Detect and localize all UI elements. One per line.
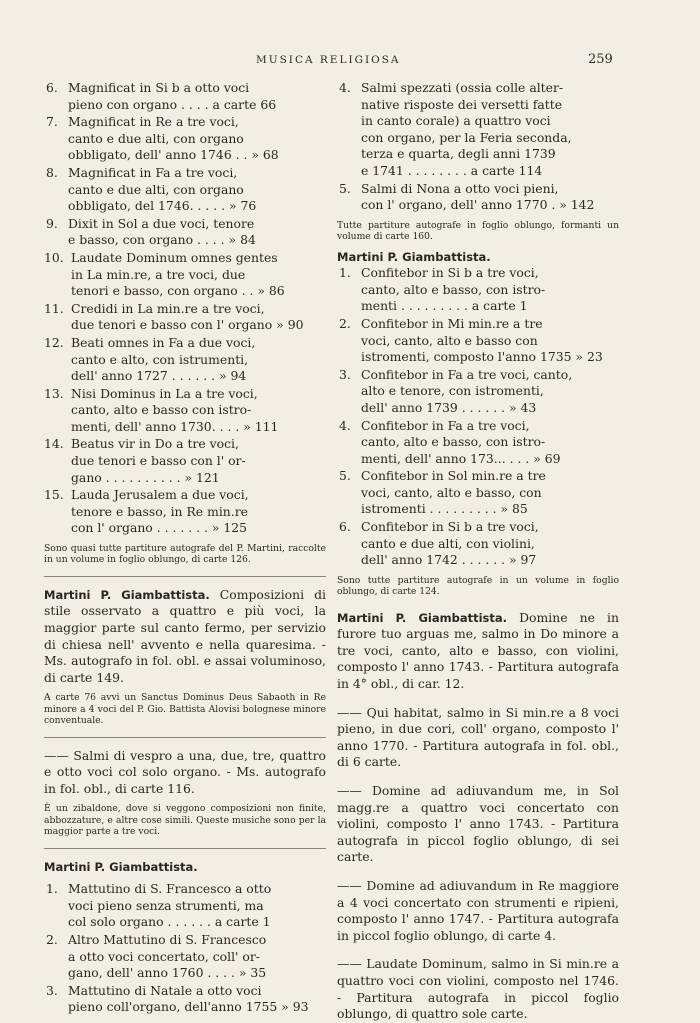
entry-line: pieno con organo . . . . a carte 66 — [68, 96, 277, 112]
entry-line: menti . . . . . . . . . a carte 1 — [361, 298, 528, 314]
entry-line: con organo, per la Feria seconda, — [361, 129, 572, 145]
catalog-entry — [44, 487, 326, 537]
author-heading: Martini P. Giambattista. — [337, 249, 491, 264]
entry-line: dell' anno 1727 . . . . . . » 94 — [71, 368, 247, 384]
entry-number: 1. — [46, 881, 58, 897]
entry-number: 8. — [46, 164, 58, 180]
entry-line: Nisi Dominus in La a tre voci, — [71, 385, 258, 401]
divider — [44, 576, 326, 577]
entry-line: Dixit in Sol a due voci, tenore — [68, 215, 255, 231]
entry-line: due tenori e basso con l' organo » 90 — [71, 317, 304, 333]
catalog-entry — [337, 265, 619, 315]
entry-line: Confitebor in Si b a tre voci, — [361, 519, 539, 535]
entry-line: alto e tenore, con istromenti, — [361, 383, 544, 399]
right-note-1: Tutte partiture autografe in foglio oblungo, formanti un volume di carte 160. — [337, 219, 619, 243]
entry-line: voci, canto, alto e basso con — [361, 332, 538, 348]
entry-number: 3. — [339, 366, 351, 382]
catalog-entry — [337, 316, 619, 366]
entry-line: Beati omnes in Fa a due voci, — [71, 334, 256, 350]
entry-line: native risposte dei versetti fatte — [361, 96, 563, 112]
entry-number: 13. — [44, 385, 64, 401]
entry-number: 1. — [339, 265, 351, 281]
catalog-entry — [44, 932, 326, 982]
catalog-entry — [44, 216, 326, 249]
entry-line: gano . . . . . . . . . . » 121 — [71, 469, 220, 485]
entry-line: Confitebor in Sol min.re a tre — [361, 468, 546, 484]
entry-line: dell' anno 1739 . . . . . . » 43 — [361, 399, 537, 415]
entry-line: Credidi in La min.re a tre voci, — [71, 300, 265, 316]
entry-number: 10. — [44, 249, 64, 265]
entry-line: Altro Mattutino di S. Francesco — [68, 932, 267, 947]
left-note-2: A carte 76 avvi un Sanctus Dominus Deus Sabaoth in Re minore a 4 voci del P. Gio. Battista Alovisi bolognese minore conventuale. — [44, 692, 326, 727]
entry-number: 5. — [339, 468, 351, 484]
page-header — [0, 52, 700, 72]
entry-number: 2. — [339, 315, 351, 331]
left-entry-list — [44, 80, 326, 537]
entry-line: in canto corale) a quattro voci — [361, 113, 551, 129]
entry-line: e basso, con organo . . . . » 84 — [68, 232, 256, 248]
entry-line: dell' anno 1742 . . . . . . » 97 — [361, 552, 537, 568]
entry-number: 3. — [46, 982, 58, 998]
entry-line: con l' organo . . . . . . . » 125 — [71, 520, 248, 536]
catalog-entry — [44, 114, 326, 164]
catalog-entry — [44, 301, 326, 334]
entry-line: menti, dell' anno 173... . . . » 69 — [361, 450, 561, 466]
catalog-entry — [44, 250, 326, 300]
entry-line: Magnificat in Re a tre voci, — [68, 114, 239, 130]
entry-line: canto, alto e basso, con istro- — [361, 281, 546, 297]
entry-line: Mattutino di S. Francesco a otto — [68, 881, 272, 897]
entry-number: 7. — [46, 114, 58, 130]
entry-line: a otto voci concertato, coll' or- — [68, 948, 260, 964]
right-column — [337, 80, 619, 1023]
entry-number: 15. — [44, 487, 64, 503]
entry-line: gano, dell' anno 1760 . . . . » 35 — [68, 965, 267, 981]
page-number: 259 — [588, 52, 613, 67]
right-paragraph-5: —— Laudate Dominum, salmo in Si min.re a quattro voci con violini, composto nel 1746. - Partitura autografa in piccol foglio oblungo, di quattro sole carte. — [337, 956, 619, 1022]
entry-line: col solo organo . . . . . . a carte 1 — [68, 914, 271, 930]
entry-line: Laudate Dominum omnes gentes — [71, 249, 278, 265]
left-column — [44, 80, 326, 1017]
running-title: MUSICA RELIGIOSA — [256, 54, 401, 66]
entry-line: voci, canto, alto e basso, con — [361, 484, 542, 500]
catalog-entry — [44, 80, 326, 113]
entry-number: 14. — [44, 436, 64, 452]
catalog-entry — [337, 181, 619, 214]
entry-line: Beatus vir in Do a tre voci, — [71, 436, 239, 452]
paragraph-text: Domine ne in furore tuo arguas me, salmo in Do minore a tre voci, canto, alto e basso, con violini, composto l' anno 1743. - Partitura autografa in 4° obl., di car. 12. — [337, 609, 619, 692]
entry-line: canto e due alti, con violini, — [361, 535, 535, 551]
entry-number: 12. — [44, 334, 64, 350]
entry-line: obbligato, dell' anno 1746 . . » 68 — [68, 147, 279, 163]
entry-number: 11. — [44, 300, 64, 316]
entry-line: canto e due alti, con organo — [68, 130, 244, 146]
entry-number: 5. — [339, 180, 351, 196]
author-heading: Martini P. Giambattista. — [44, 587, 210, 602]
entry-number: 2. — [46, 932, 58, 947]
entry-line: Confitebor in Mi min.re a tre — [361, 315, 543, 331]
right-entry-list-2 — [337, 265, 619, 569]
entry-line: tenore e basso, in Re min.re — [71, 503, 248, 519]
entry-line: Mattutino di Natale a otto voci — [68, 982, 262, 998]
entry-line: istromenti, composto l'anno 1735 » 23 — [361, 349, 603, 365]
entry-line: con l' organo, dell' anno 1770 . » 142 — [361, 197, 595, 213]
catalog-entry — [44, 983, 326, 1016]
entry-line: canto e due alti, con organo — [68, 181, 244, 197]
right-paragraph-4: —— Domine ad adiuvandum in Re maggiore a 4 voci concertato con strumenti e ripieni, composto l' anno 1747. - Partitura autografa in piccol foglio oblungo, di carte 4. — [337, 877, 619, 943]
divider — [44, 848, 326, 849]
entry-line: Confitebor in Si b a tre voci, — [361, 265, 539, 281]
left-note-1: Sono quasi tutte partiture autografe del P. Martini, raccolte in un volume in foglio oblungo, di carte 126. — [44, 543, 326, 566]
catalog-entry — [337, 468, 619, 518]
catalog-entry — [337, 367, 619, 417]
right-paragraph-3: —— Domine ad adiuvandum me, in Sol magg.re a quattro voci concertato con violini, composto l' anno 1743. - Partitura autografa in piccol foglio oblungo, di sei carte. — [337, 783, 619, 865]
author-heading: Martini P. Giambattista. — [44, 859, 198, 874]
entry-line: due tenori e basso con l' or- — [71, 453, 246, 469]
divider — [44, 737, 326, 738]
author-heading: Martini P. Giambattista. — [337, 610, 507, 625]
catalog-entry — [44, 436, 326, 486]
entry-number: 4. — [339, 417, 351, 433]
entry-line: canto e alto, con istrumenti, — [71, 351, 249, 367]
catalog-entry — [337, 519, 619, 569]
entry-line: Lauda Jerusalem a due voci, — [71, 487, 249, 503]
entry-line: in La min.re, a tre voci, due — [71, 266, 246, 282]
entry-line: istromenti . . . . . . . . . » 85 — [361, 501, 528, 517]
entry-line: menti, dell' anno 1730. . . . » 111 — [71, 418, 279, 434]
catalog-entry — [44, 165, 326, 215]
entry-line: voci pieno senza strumenti, ma — [68, 897, 264, 913]
left-note-3: È un zibaldone, dove si veggono composizioni non finite, abbozzature, e altre cose simili. Queste musiche sono per la maggior parte a tre voci. — [44, 803, 326, 838]
catalog-entry — [44, 335, 326, 385]
entry-line: terza e quarta, degli anni 1739 — [361, 146, 556, 162]
entry-number: 4. — [339, 80, 351, 95]
entry-line: Confitebor in Fa a tre voci, canto, — [361, 366, 573, 382]
catalog-entry — [337, 80, 619, 180]
entry-line: Magnificat in Fa a tre voci, — [68, 164, 238, 180]
entry-number: 6. — [46, 80, 58, 95]
paragraph-text: Composizioni di stile osservato a quattro e più voci, la maggior parte sul canto fermo, per servizio di chiesa nell' avvento e nella quaresima. - Ms. autografo in fol. obl. e assai voluminoso, di carte 149. — [44, 586, 326, 685]
entry-number: 6. — [339, 519, 351, 535]
entry-line: canto, alto e basso con istro- — [71, 402, 252, 418]
catalog-entry — [337, 418, 619, 468]
catalog-entry — [44, 386, 326, 436]
entry-line: tenori e basso, con organo . . » 86 — [71, 283, 285, 299]
entry-line: Confitebor in Fa a tre voci, — [361, 417, 530, 433]
entry-line: e 1741 . . . . . . . . a carte 114 — [361, 162, 543, 178]
right-paragraph-1 — [337, 610, 619, 693]
entry-number: 9. — [46, 215, 58, 231]
left-paragraph-2: —— Salmi di vespro a una, due, tre, quattro e otto voci col solo organo. - Ms. autografo in fol. obl., di carte 116. — [44, 747, 326, 796]
entry-line: canto, alto e basso, con istro- — [361, 434, 546, 450]
entry-line: Magnificat in Si b a otto voci — [68, 80, 250, 95]
right-entry-list — [337, 80, 619, 214]
catalog-entry — [44, 881, 326, 931]
entry-line: Salmi di Nona a otto voci pieni, — [361, 180, 559, 196]
right-paragraph-2: —— Qui habitat, salmo in Si min.re a 8 voci pieno, in due cori, coll' organo, composto l' anno 1770. - Partitura autografa in fol. obl., di 6 carte. — [337, 704, 619, 770]
right-note-2: Sono tutte partiture autografe in un volume in foglio oblungo, di carte 124. — [337, 574, 619, 598]
entry-line: obbligato, del 1746. . . . . » 76 — [68, 198, 257, 214]
left-entry-list-2 — [44, 881, 326, 1016]
left-paragraph-1 — [44, 587, 326, 687]
entry-line: Salmi spezzati (ossia colle alter- — [361, 80, 564, 95]
entry-line: pieno coll'organo, dell'anno 1755 » 93 — [68, 999, 309, 1015]
